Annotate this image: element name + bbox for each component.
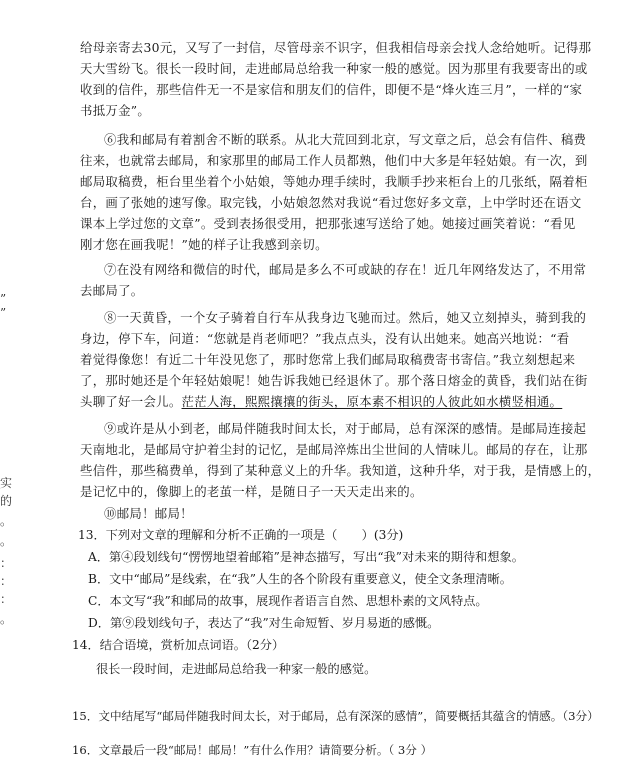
option-d[interactable]: D．第⑨段划线句子，表达了“我”对生命短暂、岁月易逝的感慨。 bbox=[88, 616, 440, 630]
text-line: 是记忆中的，像脚上的老茧一样，是随日子一天天走出来的。 bbox=[80, 484, 423, 499]
question-16: 16．文章最后一段“邮局！邮局！”有什么作用？请简要分析。（ 3分 ） bbox=[72, 743, 433, 757]
text-span: 头聊了好一会儿。 bbox=[80, 394, 182, 409]
margin-mark: 实 bbox=[0, 476, 13, 490]
underlined-sentence: 茫茫人海，熙熙攘攘的街头，原本素不相识的人彼此如水横竖相通。 bbox=[181, 394, 563, 409]
margin-mark: ” bbox=[0, 292, 7, 306]
text-line: 天南地北，是邮局守护着尘封的记忆，是邮局淬炼出尘世间的人情味儿。邮局的存在，让那 bbox=[80, 442, 588, 457]
question-stem: 13．下列对文章的理解和分析不正确的一项是（ ）(3分) bbox=[78, 528, 404, 542]
margin-mark: 。 bbox=[0, 612, 13, 626]
text-line: 收到的信件，那些信件无一不是家信和朋友们的信件，即便不是“烽火连三月”，一样的“家 bbox=[80, 82, 583, 97]
text-line: ⑧一天黄昏，一个女子骑着自行车从我身边飞驰而过。然后，她又立刻掉头，骑到我的 bbox=[104, 310, 587, 325]
text-line: 邮局取稿费，柜台里坐着个小姑娘，等她办理手续时，我顺手抄来柜台上的几张纸，隔着柜 bbox=[80, 174, 588, 189]
option-b[interactable]: B．文中“邮局”是线索，在“我”人生的各个阶段有重要意义，使全文条理清晰。 bbox=[88, 572, 512, 586]
question-15: 15．文中结尾写“邮局伴随我时间太长，对于邮局，总有深深的感情”，简要概括其蕴含的情感。（3分） bbox=[72, 709, 599, 723]
text-line: ⑦在没有网络和微信的时代，邮局是多么不可或缺的存在！近几年网络发达了，不用常 bbox=[104, 262, 587, 277]
text-line: 课本上学过您的文章”。受到表扬很受用，把那张速写送给了她。她接过画笑着说：“看见 bbox=[80, 216, 576, 231]
text-line: 去邮局了。 bbox=[80, 283, 144, 298]
question-stem: 14．结合语境，赏析加点词语。（2分） bbox=[72, 638, 285, 652]
text-line bbox=[80, 394, 610, 410]
text-line: 给母亲寄去30元，又写了一封信，尽管母亲不识字，但我相信母亲会找人念给她听。记得那 bbox=[80, 40, 592, 55]
text-line: 刚才您在画我呢！”她的样子让我感到亲切。 bbox=[80, 237, 328, 252]
margin-mark: ： bbox=[0, 592, 13, 606]
margin-mark: 。 bbox=[0, 534, 13, 548]
text-line: ⑥我和邮局有着割舍不断的联系。从北大荒回到北京，写文章之后，总会有信件、稿费 bbox=[104, 132, 587, 147]
margin-mark: ： bbox=[0, 556, 13, 570]
text-line: ⑨或许是从小到老，邮局伴随我时间太长，对于邮局，总有深深的感情。是邮局连接起 bbox=[104, 421, 587, 436]
option-a[interactable]: A．第④段划线句“愣愣地望着邮箱”是神态描写，写出“我”对未来的期待和想象。 bbox=[88, 550, 524, 564]
margin-mark: ： bbox=[0, 574, 13, 588]
text-line: 往来，也就常去邮局，和家那里的邮局工作人员都熟，他们中大多是年轻姑娘。有一次，到 bbox=[80, 153, 588, 168]
quoted-sentence: 很长一段时间，走进邮局总给我一种家一般的感觉。 bbox=[96, 662, 377, 676]
text-line: 身边，停下车，问道：“您就是肖老师吧？”我点点头，没有认出她来。她高兴地说：“看 bbox=[80, 331, 570, 346]
text-line: 台，画了张她的速写像。取完钱，小姑娘忽然对我说“看过您好多文章，上中学时还在语文 bbox=[80, 195, 582, 210]
margin-mark: 。 bbox=[0, 514, 13, 528]
paragraph-10: ⑩邮局！邮局！ bbox=[104, 506, 193, 521]
text-line: 些信件，那些稿费单，得到了某种意义上的升华。我知道，这种升华，对于我，是情感上的， bbox=[80, 463, 601, 478]
text-line: 着觉得像您！有近二十年没见您了，那时您常上我们邮局取稿费寄书寄信。”我立刻想起来 bbox=[80, 352, 576, 367]
option-c[interactable]: C．本文写“我”和邮局的故事，展现作者语言自然、思想朴素的文风特点。 bbox=[88, 594, 488, 608]
margin-mark: ” bbox=[0, 306, 7, 320]
text-line: 书抵万金”。 bbox=[80, 103, 151, 118]
text-line: 了，那时她还是个年轻姑娘呢！她告诉我她已经退休了。那个落日熔金的黄昏，我们站在街 bbox=[80, 373, 588, 388]
margin-mark: 的 bbox=[0, 494, 13, 508]
text-line: 天大雪纷飞。很长一段时间，走进邮局总给我一种家一般的感觉。因为那里有我要寄出的或 bbox=[80, 61, 588, 76]
